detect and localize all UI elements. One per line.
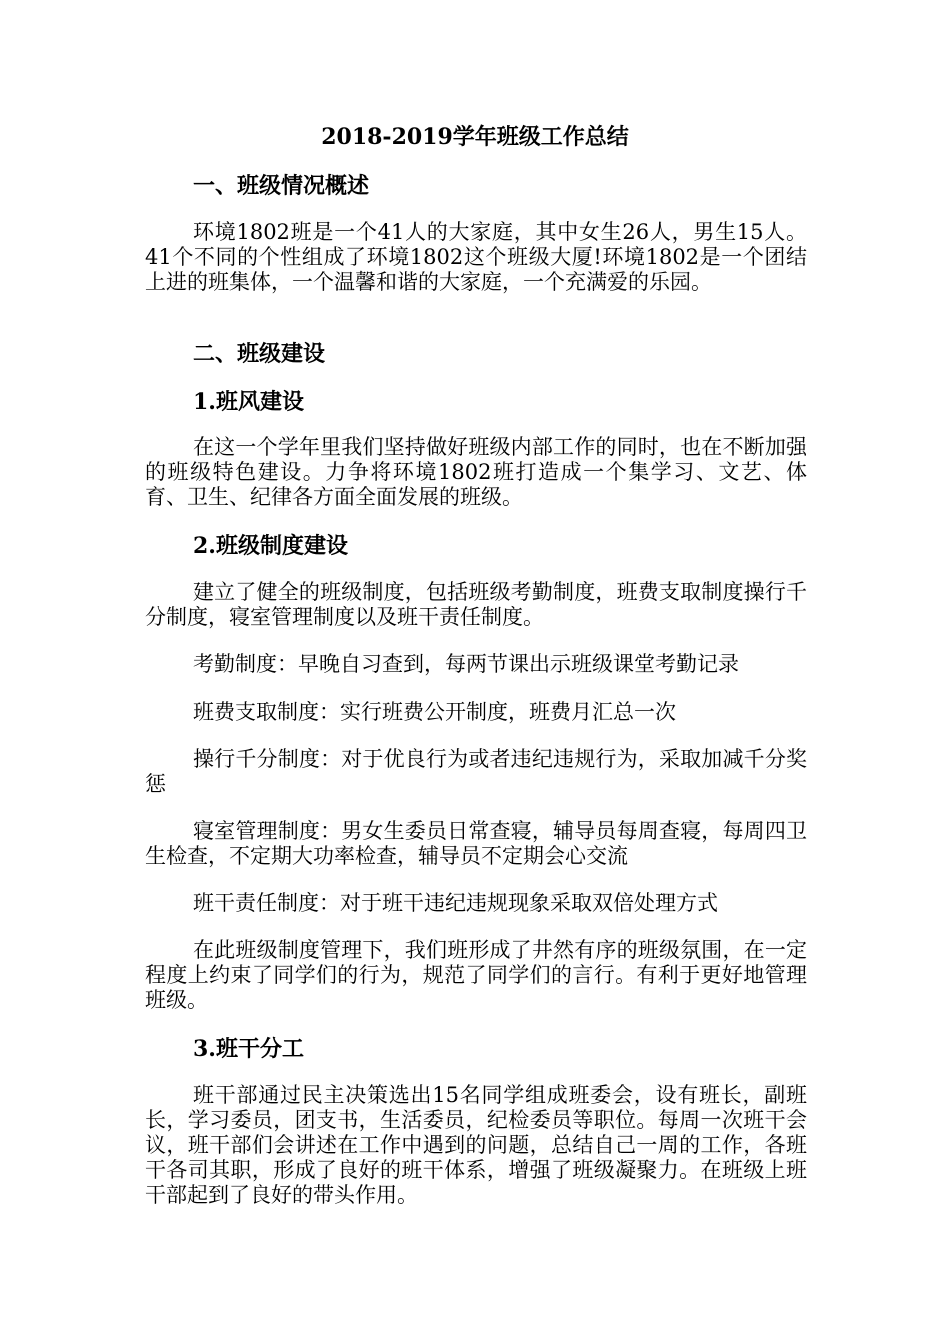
subheading-cadre-division: 3.班干分工 [193, 1036, 304, 1062]
conduct-rule: 操行千分制度：对于优良行为或者违纪违规行为，采取加减千分奖惩 [145, 747, 807, 796]
class-rules-intro: 建立了健全的班级制度，包括班级考勤制度，班费支取制度操行千分制度，寝室管理制度以及班干责任制度。 [145, 580, 807, 629]
class-rules-summary: 在此班级制度管理下，我们班形成了井然有序的班级氛围，在一定程度上约束了同学们的行为，规范了同学们的言行。有利于更好地管理班级。 [145, 938, 807, 1012]
class-style-paragraph: 在这一个学年里我们坚持做好班级内部工作的同时，也在不断加强的班级特色建设。力争将环境1802班打造成一个集学习、文艺、体育、卫生、纪律各方面全面发展的班级。 [145, 435, 807, 509]
document-title: 2018-2019学年班级工作总结 [321, 124, 629, 150]
cadre-rule: 班干责任制度：对于班干违纪违规现象采取双倍处理方式 [193, 891, 718, 915]
fee-rule: 班费支取制度：实行班费公开制度，班费月汇总一次 [193, 700, 676, 724]
dorm-rule: 寝室管理制度：男女生委员日常查寝，辅导员每周查寝，每周四卫生检查，不定期大功率检查，辅导员不定期会心交流 [145, 819, 807, 868]
section-heading-overview: 一、班级情况概述 [193, 173, 370, 199]
subheading-class-rules: 2.班级制度建设 [193, 533, 348, 559]
subheading-class-style: 1.班风建设 [193, 389, 304, 415]
cadre-division-paragraph: 班干部通过民主决策选出15名同学组成班委会，设有班长，副班长，学习委员，团支书，生活委员，纪检委员等职位。每周一次班干会议，班干部们会讲述在工作中遇到的问题，总结自己一周的工作，各班干各司其职，形成了良好的班干体系，增强了班级凝聚力。在班级上班干部起到了良好的带头作用。 [145, 1083, 807, 1207]
overview-paragraph: 环境1802班是一个41人的大家庭，其中女生26人，男生15人。41个不同的个性组成了环境1802这个班级大厦!环境1802是一个团结上进的班集体，一个温馨和谐的大家庭，一个充满爱的乐园。 [145, 220, 807, 294]
attendance-rule: 考勤制度：早晚自习查到，每两节课出示班级课堂考勤记录 [193, 652, 739, 676]
section-heading-class-building: 二、班级建设 [193, 341, 326, 367]
